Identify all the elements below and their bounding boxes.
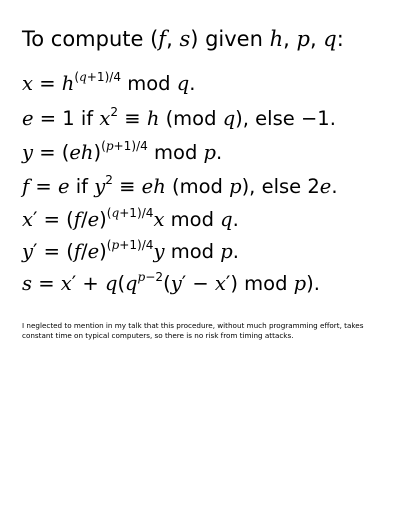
equation-s: $s = x' + q(q^{p-2}(y' - x')$ mod p). <box>22 269 320 295</box>
equation-f: f = e if $y^2$ ≡ eh (mod p), else 2e. <box>22 172 338 198</box>
slide-title: To compute (f, s) given h, p, q: <box>22 27 344 51</box>
equation-e: e = 1 if $x^2 \equiv h$ (mod q), else −1. <box>22 104 336 130</box>
equation-x-prime: $x' = (f/e)^{(q+1)/4}x$ mod q. <box>22 205 239 231</box>
equation-y-prime: $y' = (f/e)^{(p+1)/4}y$ mod p. <box>22 237 239 263</box>
footnote: I neglected to mention in my talk that this procedure, without much programming effort, takes constant time on typical computers, so there is no risk from timing attacks. <box>22 321 364 340</box>
equation-x: $x = h^{(q+1)/4}$ mod q. <box>22 69 196 95</box>
equation-y: y = (eh)$^{(p+1)/4}$ mod p. <box>22 138 223 164</box>
